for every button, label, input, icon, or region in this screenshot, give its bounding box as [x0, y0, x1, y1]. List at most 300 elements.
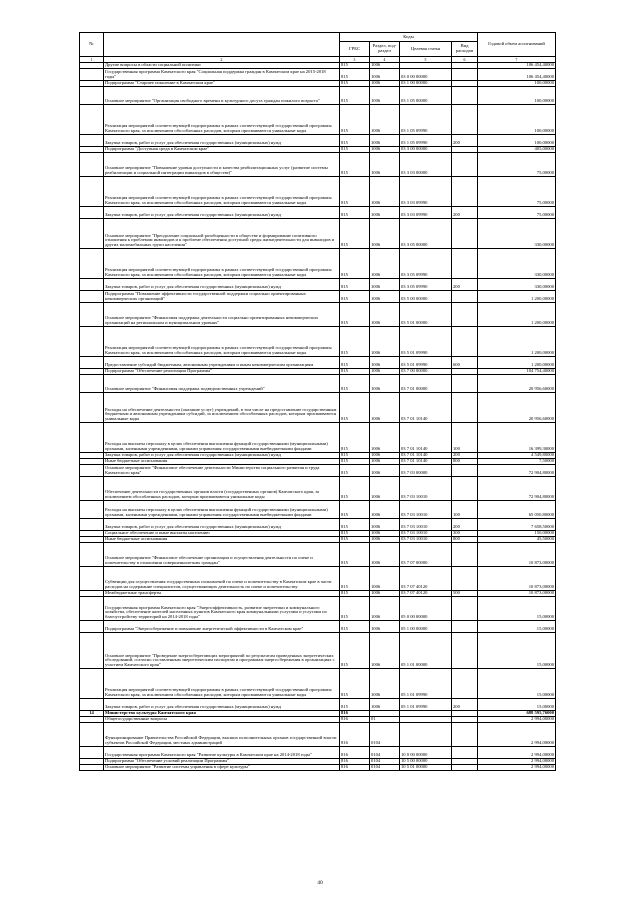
row-amount: 1 200,00000: [478, 327, 556, 357]
row-name: Социальное обеспечение и иные выплаты населению: [104, 531, 340, 537]
row-name: Реализация мероприятий соответствующей подпрограммы в рамках соответствующей государственной программы Камчатского края, за исключением обособленных расходов, которым присваиваются уникальные коды: [104, 177, 340, 207]
row-section-code: 1006: [370, 597, 400, 621]
row-name: Основное мероприятие "Проведение энергосберегающих мероприятий по результатам проведенных энергетических обследований, согласно составленным энергетическим паспортам и программам энергосбережения в организациях с участием Камчатского края": [104, 633, 340, 669]
row-name: Расходы на выплаты персоналу в целях обеспечения выполнения функций государственными (муниципальными) органами, казенными учреждениями, органами управления государственными внебюджетными фондами: [104, 423, 340, 453]
row-amount: 15,00000: [478, 597, 556, 621]
row-number: [80, 207, 104, 219]
row-number: [80, 219, 104, 249]
row-grbs-code: 815: [340, 537, 370, 543]
table-row: [80, 87, 556, 105]
row-section-code: 1006: [370, 291, 400, 303]
row-grbs-code: 815: [340, 519, 370, 531]
row-target-code: 10 5 00 00000: [400, 759, 452, 765]
row-target-code: 03 7 03 10010: [400, 519, 452, 531]
row-amount: 150,00000: [478, 531, 556, 537]
header-index: 1: [80, 57, 104, 63]
row-number: [80, 723, 104, 747]
table-row: [80, 207, 556, 219]
table-row: [80, 249, 556, 279]
table-row: [80, 543, 556, 567]
row-name: Основное мероприятие "Развитие системы управления в сфере культуры": [104, 765, 340, 771]
row-expense-type: [452, 621, 478, 633]
row-expense-type: [452, 597, 478, 621]
row-target-code: 03 3 05 00000: [400, 219, 452, 249]
row-target-code: 03 1 05 00000: [400, 87, 452, 105]
row-section-code: 1006: [370, 63, 400, 69]
table-row: [80, 765, 556, 771]
header-csr: Целевая статья: [400, 42, 452, 57]
row-grbs-code: 815: [340, 453, 370, 459]
row-grbs-code: 815: [340, 327, 370, 357]
row-section-code: 1006: [370, 147, 400, 153]
row-section-code: 1006: [370, 105, 400, 135]
row-target-code: 03 3 03 09990: [400, 207, 452, 219]
header-index: 3: [340, 57, 370, 63]
row-grbs-code: 815: [340, 153, 370, 177]
row-name: Закупка товаров, работ и услуг для обеспечения государственных (муниципальных) нужд: [104, 279, 340, 291]
row-name: Закупка товаров, работ и услуг для обеспечения государственных (муниципальных) нужд: [104, 699, 340, 711]
table-row: [80, 747, 556, 759]
header-index: 7: [478, 57, 556, 63]
row-section-code: 1006: [370, 465, 400, 477]
row-target-code: 03 1 00 00000: [400, 81, 452, 87]
header-index: 5: [400, 57, 452, 63]
row-number: [80, 423, 104, 453]
row-number: [80, 303, 104, 327]
row-expense-type: [452, 327, 478, 357]
row-target-code: 03 3 05 09990: [400, 249, 452, 279]
row-grbs-code: 815: [340, 147, 370, 153]
row-amount: 2 994,00000: [478, 747, 556, 759]
row-grbs-code: 815: [340, 597, 370, 621]
row-name: Основное мероприятие "Преодоление социальной разобщенности в обществе и формирование позитивного отношения к проблемам инвалидов и к проблеме обеспечения доступной среды жизнедеятельности для инвалидов и других маломобильных групп населения": [104, 219, 340, 249]
row-grbs-code: 815: [340, 303, 370, 327]
row-grbs-code: 815: [340, 621, 370, 633]
row-amount: 100,00000: [478, 105, 556, 135]
row-expense-type: [452, 567, 478, 591]
row-number: [80, 291, 104, 303]
row-name: Государственная программа Камчатского края "Энергоэффективность, развитие энергетики и коммунального хозяйства, обеспечение жителей населенных пунктов Камчатского края коммунальными услугами и услугами по благоустройству территорий на 2014-2018 годы": [104, 597, 340, 621]
row-section-code: 1006: [370, 327, 400, 357]
row-number: [80, 87, 104, 105]
header-index: 6: [452, 57, 478, 63]
row-amount: 100,00000: [478, 87, 556, 105]
row-expense-type: 200: [452, 453, 478, 459]
row-name: Закупка товаров, работ и услуг для обеспечения государственных (муниципальных) нужд: [104, 453, 340, 459]
row-name: Реализация мероприятий соответствующей подпрограммы в рамках соответствующей государственной программы Камчатского края, за исключением обособленных расходов, которым присваиваются уникальные коды: [104, 105, 340, 135]
row-amount: 405,00000: [478, 147, 556, 153]
row-grbs-code: 815: [340, 477, 370, 501]
row-number: [80, 519, 104, 531]
header-codes: Коды: [340, 33, 478, 42]
row-grbs-code: 815: [340, 369, 370, 375]
row-grbs-code: 815: [340, 669, 370, 699]
row-section-code: 1006: [370, 477, 400, 501]
row-section-code: 0104: [370, 765, 400, 771]
row-target-code: 05 1 01 09990: [400, 699, 452, 711]
row-expense-type: [452, 723, 478, 747]
row-name: Обеспечение деятельности государственных органов власти (государственных органов) Камчатского края, за исключением обособленных расходов, которым присваиваются уникальные коды: [104, 477, 340, 501]
table-row: [80, 279, 556, 291]
row-expense-type: 300: [452, 531, 478, 537]
row-section-code: 1006: [370, 153, 400, 177]
row-target-code: 03 7 01 00000: [400, 375, 452, 393]
row-name: Закупка товаров, работ и услуг для обеспечения государственных (муниципальных) нужд: [104, 207, 340, 219]
row-amount: 10 873,00000: [478, 591, 556, 597]
row-target-code: 03 3 00 00000: [400, 147, 452, 153]
table-row: [80, 699, 556, 711]
row-target-code: 03 7 07 00000: [400, 543, 452, 567]
row-grbs-code: 815: [340, 501, 370, 519]
row-name: Подпрограмма "Повышение эффективности государственной поддержки социально ориентированных некоммерческих организаций": [104, 291, 340, 303]
row-section-code: 1006: [370, 357, 400, 369]
row-target-code: 05 1 00 00000: [400, 621, 452, 633]
row-section-code: 1006: [370, 543, 400, 567]
row-amount: 72 904,80000: [478, 477, 556, 501]
table-row: [80, 135, 556, 147]
row-expense-type: [452, 393, 478, 423]
row-name: Межбюджетные трансферты: [104, 591, 340, 597]
row-section-code: 1006: [370, 69, 400, 81]
row-target-code: 05 1 01 09990: [400, 669, 452, 699]
row-section-code: 1006: [370, 621, 400, 633]
row-number: [80, 105, 104, 135]
table-row: [80, 291, 556, 303]
row-target-code: 03 7 01 10140: [400, 453, 452, 459]
row-amount: 4 549,80000: [478, 453, 556, 459]
row-amount: 688 595,76000: [478, 711, 556, 717]
row-expense-type: [452, 375, 478, 393]
row-expense-type: [452, 105, 478, 135]
row-section-code: 1006: [370, 393, 400, 423]
row-number: [80, 543, 104, 567]
row-target-code: 05 1 01 00000: [400, 633, 452, 669]
row-section-code: 1006: [370, 219, 400, 249]
row-number: [80, 597, 104, 621]
row-expense-type: 200: [452, 519, 478, 531]
row-expense-type: [452, 177, 478, 207]
row-section-code: 1006: [370, 501, 400, 519]
row-expense-type: 200: [452, 699, 478, 711]
row-name: Основное мероприятие "Финансовая поддержка деятельности социально ориентированных некоммерческих организаций на региональном и муниципальном уровнях": [104, 303, 340, 327]
row-expense-type: 500: [452, 591, 478, 597]
row-name: Подпрограмма "Энергосбережение и повышение энергетической эффективности в Камчатском крае": [104, 621, 340, 633]
row-number: [80, 357, 104, 369]
row-expense-type: [452, 543, 478, 567]
row-number: [80, 279, 104, 291]
row-number: [80, 699, 104, 711]
row-grbs-code: 815: [340, 105, 370, 135]
row-grbs-code: 815: [340, 633, 370, 669]
row-amount: 2 994,00000: [478, 759, 556, 765]
row-name: Расходы на выплаты персоналу в целях обеспечения выполнения функций государственными (муниципальными) органами, казенными учреждениями, органами управления государственными внебюджетными фондами: [104, 501, 340, 519]
row-target-code: 03 7 01 10140: [400, 459, 452, 465]
table-header: [80, 33, 556, 63]
header-name: [104, 33, 340, 57]
row-amount: 100,00000: [478, 135, 556, 147]
table-row: [80, 303, 556, 327]
row-grbs-code: 815: [340, 699, 370, 711]
row-grbs-code: 815: [340, 543, 370, 567]
row-grbs-code: 815: [340, 219, 370, 249]
row-number: [80, 621, 104, 633]
row-name: Закупка товаров, работ и услуг для обеспечения государственных (муниципальных) нужд: [104, 135, 340, 147]
row-name: Подпрограмма "Обеспечение реализации Программы": [104, 369, 340, 375]
row-expense-type: [452, 153, 478, 177]
row-section-code: 1006: [370, 249, 400, 279]
row-name: Основное мероприятие "Организация свободного времени и культурного досуга граждан пожилого возраста": [104, 87, 340, 105]
row-amount: 2 994,00000: [478, 717, 556, 723]
row-name: Государственная программа Камчатского края "Развитие культуры в Камчатском крае на 2014-2018 годы": [104, 747, 340, 759]
row-target-code: 03 7 01 10140: [400, 423, 452, 453]
row-grbs-code: 815: [340, 207, 370, 219]
row-name: Другие вопросы в области социальной политики: [104, 63, 340, 69]
row-expense-type: 800: [452, 459, 478, 465]
row-target-code: 03 7 01 10140: [400, 393, 452, 423]
row-section-code: 1006: [370, 87, 400, 105]
table-row: [80, 621, 556, 633]
row-section-code: 1006: [370, 375, 400, 393]
table-row: [80, 327, 556, 357]
row-number: [80, 135, 104, 147]
row-name: Основное мероприятие "Финансовая поддержка подведомственных учреждений": [104, 375, 340, 393]
row-amount: 106 454,40000: [478, 69, 556, 81]
table-row: [80, 501, 556, 519]
row-target-code: 10 5 01 00000: [400, 765, 452, 771]
row-name: Реализация мероприятий соответствующей подпрограммы в рамках соответствующей государственной программы Камчатского края, за исключением обособленных расходов, которым присваиваются уникальные коды: [104, 669, 340, 699]
row-section-code: 1006: [370, 591, 400, 597]
row-grbs-code: 815: [340, 63, 370, 69]
row-section-code: 1006: [370, 207, 400, 219]
row-grbs-code: 815: [340, 177, 370, 207]
row-target-code: 03 7 07 40120: [400, 591, 452, 597]
row-amount: 330,00000: [478, 279, 556, 291]
row-expense-type: [452, 669, 478, 699]
row-target-code: 03 7 03 10010: [400, 501, 452, 519]
row-amount: 10 873,00000: [478, 567, 556, 591]
row-target-code: 03 7 03 00000: [400, 465, 452, 477]
row-grbs-code: 815: [340, 567, 370, 591]
row-amount: 1 200,00000: [478, 303, 556, 327]
table-row: [80, 597, 556, 621]
row-section-code: 1006: [370, 135, 400, 147]
row-section-code: 1006: [370, 633, 400, 669]
row-section-code: 0104: [370, 723, 400, 747]
row-amount: 2 994,00000: [478, 765, 556, 771]
row-expense-type: [452, 477, 478, 501]
row-number: [80, 375, 104, 393]
row-number: [80, 477, 104, 501]
row-expense-type: [452, 87, 478, 105]
row-grbs-code: 815: [340, 81, 370, 87]
row-number: [80, 393, 104, 423]
row-name: Реализация мероприятий соответствующей подпрограммы в рамках соответствующей государственной программы Камчатского края, за исключением обособленных расходов, которым присваиваются уникальные коды: [104, 327, 340, 357]
row-expense-type: [452, 291, 478, 303]
row-target-code: 03 3 03 00000: [400, 153, 452, 177]
row-target-code: 03 5 01 00000: [400, 303, 452, 327]
row-name: Основное мероприятие "Финансовое обеспечение организации и осуществления деятельности по опеке и попечительству в отношении совершеннолетних граждан": [104, 543, 340, 567]
row-section-code: 1006: [370, 669, 400, 699]
row-expense-type: [452, 69, 478, 81]
row-target-code: 03 1 05 09990: [400, 135, 452, 147]
row-expense-type: [452, 249, 478, 279]
budget-table: [79, 32, 556, 771]
table-row: [80, 375, 556, 393]
row-amount: 330,00000: [478, 249, 556, 279]
row-amount: 75,00000: [478, 177, 556, 207]
header-index: 2: [104, 57, 340, 63]
table-row: [80, 357, 556, 369]
row-amount: 75,00000: [478, 153, 556, 177]
row-amount: 2 994,00000: [478, 723, 556, 747]
row-section-code: 1006: [370, 303, 400, 327]
row-target-code: 03 0 00 00000: [400, 69, 452, 81]
row-target-code: 03 1 05 09990: [400, 105, 452, 135]
row-name: Государственная программа Камчатского края "Социальная поддержка граждан в Камчатском крае на 2015-2018 годы": [104, 69, 340, 81]
row-grbs-code: 815: [340, 531, 370, 537]
row-name: Основное мероприятие "Финансовое обеспечение деятельности Министерства социального развития и труда Камчатского края": [104, 465, 340, 477]
row-number: [80, 69, 104, 81]
row-amount: 100,00000: [478, 81, 556, 87]
table-row: [80, 177, 556, 207]
header-num: №: [80, 33, 104, 57]
row-section-code: 0104: [370, 759, 400, 765]
row-name: Предоставление субсидий бюджетным, автономным учреждениям и иным некоммерческим организациям: [104, 357, 340, 369]
row-grbs-code: 815: [340, 459, 370, 465]
row-target-code: 05 0 00 00000: [400, 597, 452, 621]
row-amount: 7,50000: [478, 459, 556, 465]
row-grbs-code: 816: [340, 717, 370, 723]
header-grbs: ГРБС: [340, 42, 370, 57]
row-number: [80, 669, 104, 699]
row-grbs-code: 815: [340, 393, 370, 423]
header-sum: Годовой объем ассигнований: [478, 33, 556, 57]
table-row: [80, 105, 556, 135]
row-expense-type: 100: [452, 423, 478, 453]
row-grbs-code: 815: [340, 291, 370, 303]
row-name: Основное мероприятие "Повышение уровня доступности и качества реабилитационных услуг (развитие системы реабилитации и социальной интеграции инвалидов в обществе)": [104, 153, 340, 177]
row-section-code: 0104: [370, 747, 400, 759]
table-body: [80, 63, 556, 771]
row-name: Общегосударственные вопросы: [104, 717, 340, 723]
row-amount: 15,00000: [478, 621, 556, 633]
row-target-code: 03 7 03 10010: [400, 531, 452, 537]
row-name: Функционирование Правительства Российской Федерации, высших исполнительных органов государственной власти субъектов Российской Федерации, местных администраций: [104, 723, 340, 747]
row-grbs-code: 815: [340, 279, 370, 291]
row-name: Иные бюджетные ассигнования: [104, 459, 340, 465]
table-row: [80, 219, 556, 249]
table-row: [80, 723, 556, 747]
table-row: [80, 465, 556, 477]
row-grbs-code: 816: [340, 765, 370, 771]
row-section-code: 1006: [370, 567, 400, 591]
row-target-code: 03 5 01 09990: [400, 357, 452, 369]
row-amount: 10 873,00000: [478, 543, 556, 567]
row-target-code: [400, 723, 452, 747]
row-name: Подпрограмма "Доступная среда в Камчатском крае": [104, 147, 340, 153]
row-section-code: 01: [370, 717, 400, 723]
row-section-code: 1006: [370, 369, 400, 375]
row-amount: 75,00000: [478, 207, 556, 219]
header-vr: Вид расходов: [452, 42, 478, 57]
table-row: [80, 393, 556, 423]
row-number: [80, 249, 104, 279]
table-row: [80, 423, 556, 453]
row-number: [80, 765, 104, 771]
row-amount: 45,50000: [478, 537, 556, 543]
row-grbs-code: 815: [340, 69, 370, 81]
row-target-code: 10 0 00 00000: [400, 747, 452, 759]
row-grbs-code: 816: [340, 711, 370, 717]
header-index: 4: [370, 57, 400, 63]
row-number: [80, 501, 104, 519]
row-amount: 72 904,80000: [478, 465, 556, 477]
row-target-code: 03 7 07 40120: [400, 567, 452, 591]
row-section-code: 1006: [370, 519, 400, 531]
row-number: [80, 465, 104, 477]
row-section-code: 1006: [370, 699, 400, 711]
row-amount: 15,00000: [478, 633, 556, 669]
row-grbs-code: 815: [340, 135, 370, 147]
table-row: [80, 153, 556, 177]
row-amount: 20 956,60000: [478, 375, 556, 393]
row-name: Реализация мероприятий соответствующей подпрограммы в рамках соответствующей государственной программы Камчатского края, за исключением обособленных расходов, которым присваиваются уникальные коды: [104, 249, 340, 279]
row-expense-type: [452, 303, 478, 327]
row-section-code: 1006: [370, 81, 400, 87]
header-rzpr: Раздел, под-раздел: [370, 42, 400, 57]
row-expense-type: [452, 765, 478, 771]
row-grbs-code: 816: [340, 759, 370, 765]
table-row: [80, 567, 556, 591]
row-section-code: 1006: [370, 453, 400, 459]
row-number: [80, 747, 104, 759]
table-row: [80, 477, 556, 501]
table-row: [80, 669, 556, 699]
row-amount: 106 454,40000: [478, 63, 556, 69]
row-section-code: 1006: [370, 423, 400, 453]
row-name: Подпрограмма "Старшее поколение в Камчатском крае": [104, 81, 340, 87]
row-target-code: 03 7 03 10010: [400, 477, 452, 501]
row-section-code: 1006: [370, 279, 400, 291]
row-grbs-code: 816: [340, 747, 370, 759]
row-amount: 65 050,80000: [478, 501, 556, 519]
row-amount: 330,00000: [478, 219, 556, 249]
row-amount: 15,00000: [478, 699, 556, 711]
row-number: [80, 327, 104, 357]
row-name: Иные бюджетные ассигнования: [104, 537, 340, 543]
row-number: [80, 633, 104, 669]
row-expense-type: 200: [452, 279, 478, 291]
row-section-code: 1006: [370, 177, 400, 207]
row-expense-type: 100: [452, 501, 478, 519]
row-expense-type: 200: [452, 135, 478, 147]
row-grbs-code: 815: [340, 423, 370, 453]
table-row: [80, 69, 556, 81]
row-name: Подпрограмма "Обеспечение условий реализации Программы": [104, 759, 340, 765]
row-section-code: 1006: [370, 459, 400, 465]
row-amount: 20 956,60000: [478, 393, 556, 423]
row-grbs-code: 815: [340, 465, 370, 477]
row-expense-type: [452, 219, 478, 249]
row-amount: 16 399,30000: [478, 423, 556, 453]
row-amount: 7 658,50000: [478, 519, 556, 531]
row-amount: 15,00000: [478, 669, 556, 699]
row-number: [80, 177, 104, 207]
row-expense-type: 800: [452, 537, 478, 543]
row-grbs-code: 815: [340, 87, 370, 105]
page-number: 40: [317, 880, 323, 886]
row-grbs-code: 815: [340, 375, 370, 393]
